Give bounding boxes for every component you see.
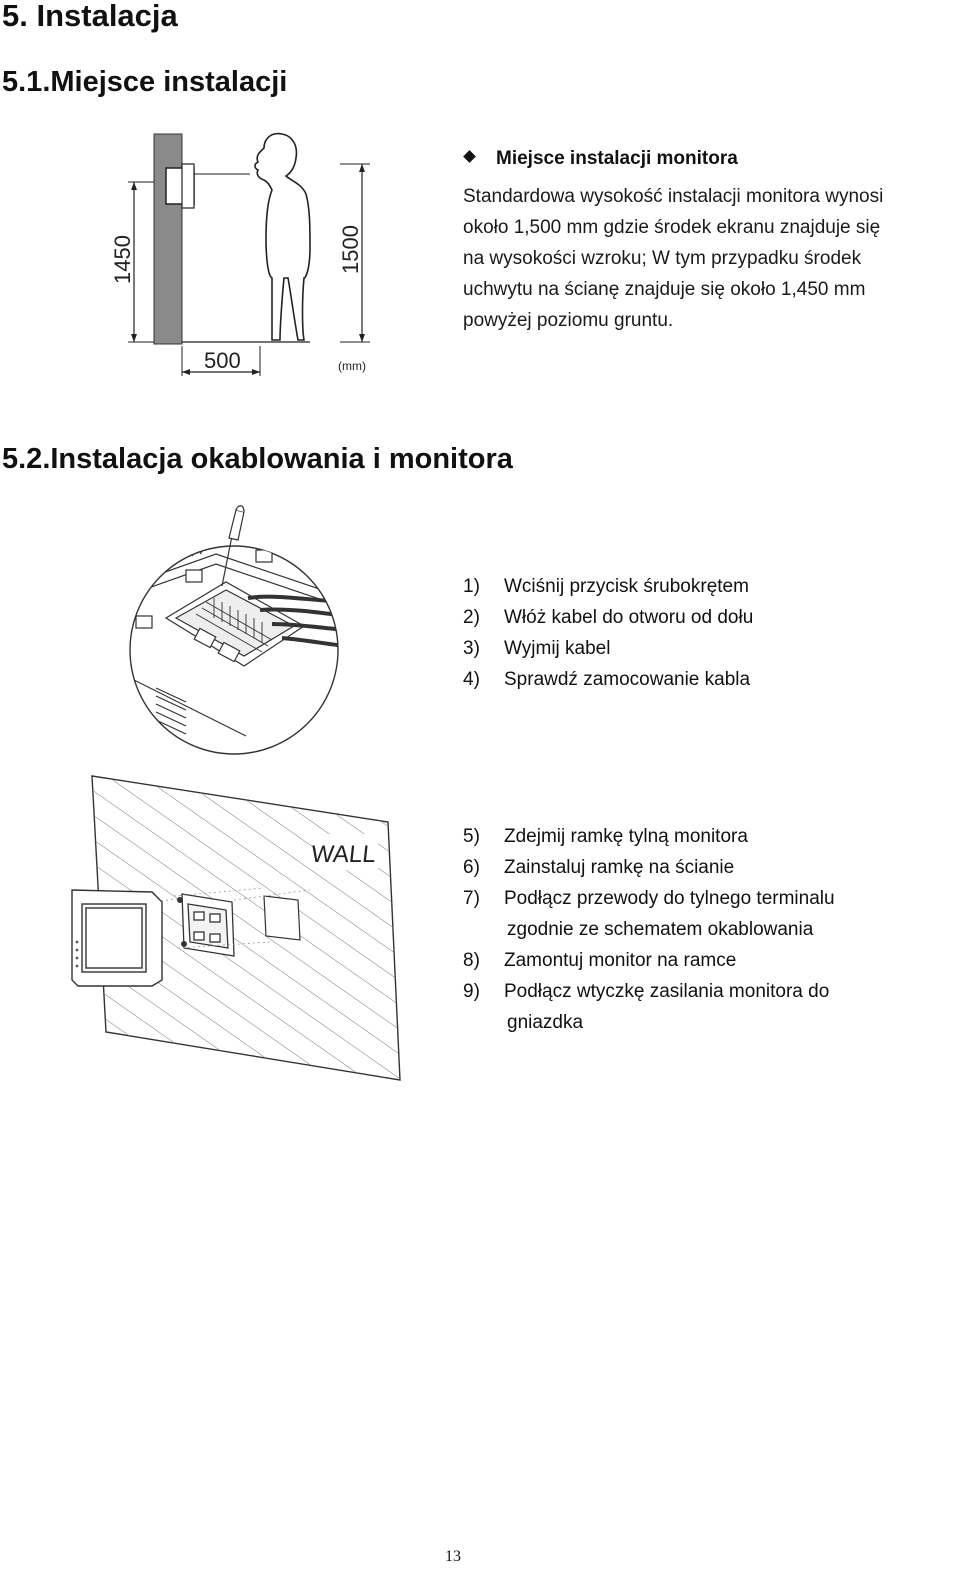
step-text: Zdejmij ramkę tylną monitora	[504, 826, 748, 847]
wall-mounting-diagram	[66, 772, 416, 1112]
step-text: Podłącz przewody do tylnego terminalu	[504, 888, 835, 909]
paragraph-line: uchwytu na ścianę znajduje się około 1,450 mm	[463, 279, 866, 300]
step-number: 8)	[463, 950, 480, 971]
bullet-title-text: Miejsce instalacji monitora	[496, 148, 738, 169]
dimension-1450-label: 1450	[110, 235, 135, 284]
bullet-title	[463, 148, 738, 170]
step-number: 9)	[463, 981, 480, 1002]
step-text: gniazdka	[507, 1012, 584, 1033]
step-number: 5)	[463, 826, 480, 847]
section-title-installation-place: 5.1.Miejsce instalacji	[2, 66, 288, 98]
step-text: Podłącz wtyczkę zasilania monitora do	[504, 981, 830, 1002]
step-number: 3)	[463, 638, 480, 659]
terminal-wiring-diagram	[126, 506, 346, 756]
paragraph-line: powyżej poziomu gruntu.	[463, 310, 674, 331]
wall-label: WALL	[309, 841, 378, 868]
unit-label: (mm)	[338, 359, 366, 373]
step-number: 6)	[463, 857, 480, 878]
step-number: 2)	[463, 607, 480, 628]
step-text: Zainstaluj ramkę na ścianie	[504, 857, 735, 878]
page-number: 13	[445, 1548, 461, 1565]
paragraph-line: około 1,500 mm gdzie środek ekranu znajduje się	[463, 217, 881, 238]
diamond-bullet-icon	[463, 150, 476, 163]
step-number: 1)	[463, 576, 480, 597]
chapter-heading: 5. Instalacja	[2, 0, 178, 33]
section-title-wiring: 5.2.Instalacja okablowania i monitora	[2, 443, 513, 475]
installation-paragraph	[463, 181, 953, 336]
step-number: 4)	[463, 669, 480, 690]
step-text: Wciśnij przycisk śrubokrętem	[504, 576, 749, 597]
step-text: Zamontuj monitor na ramce	[504, 950, 737, 971]
dimension-500-label: 500	[204, 348, 241, 373]
dimension-1500-label: 1500	[338, 225, 363, 274]
step-text: zgodnie ze schematem okablowania	[507, 919, 814, 940]
step-text: Włóż kabel do otworu od dołu	[504, 607, 754, 628]
step-number: 7)	[463, 888, 480, 909]
installation-height-diagram	[100, 128, 400, 388]
paragraph-line: Standardowa wysokość instalacji monitora wynosi	[463, 186, 884, 207]
paragraph-line: na wysokości wzroku; W tym przypadku środek	[463, 248, 862, 269]
step-text: Sprawdź zamocowanie kabla	[504, 669, 751, 690]
step-text: Wyjmij kabel	[504, 638, 611, 659]
